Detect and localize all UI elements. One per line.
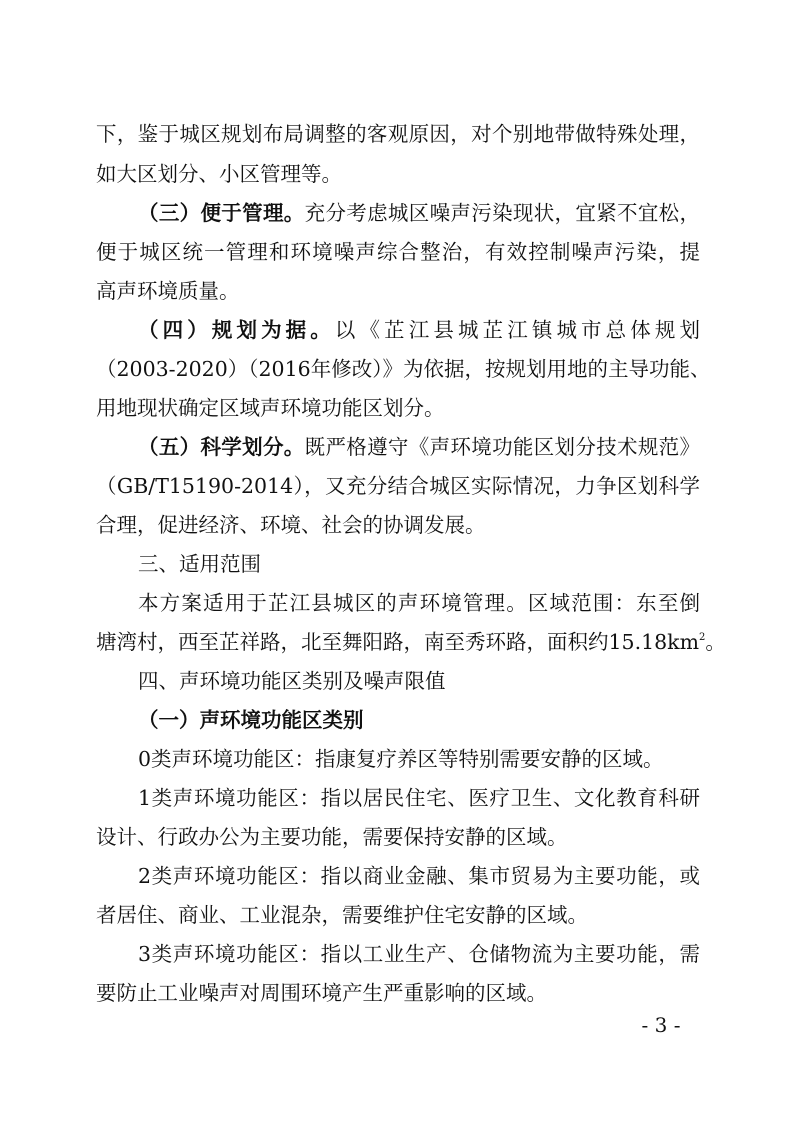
paragraph-line: 合理，促进经济、环境、社会的协调发展。	[96, 513, 486, 537]
paragraph-line: 高声环境质量。	[96, 279, 240, 303]
paragraph-text: 以《芷江县城芷江镇城市总体规划	[334, 318, 701, 342]
paragraph-line: 1类声环境功能区：指以居民住宅、医疗卫生、文化教育科研	[138, 786, 700, 810]
section-heading: 三、适用范围	[138, 552, 261, 576]
paragraph-line	[138, 433, 700, 461]
paragraph-line: （2003-2020）（2016年修改）》为依据，按规划用地的主导功能、	[96, 357, 711, 381]
paragraph-line: 用地现状确定区域声环境功能区划分。	[96, 396, 445, 420]
paragraph-text: 塘湾村，西至芷祥路，北至舞阳路，南至秀环路，面积约15.18km	[96, 630, 700, 654]
paragraph-line	[138, 316, 700, 344]
section-heading: 四、声环境功能区类别及噪声限值	[138, 669, 446, 693]
page-number: - 3 -	[641, 1013, 681, 1037]
paragraph-line: 2类声环境功能区：指以商业金融、集市贸易为主要功能，或	[138, 864, 700, 888]
paragraph-line: 如大区划分、小区管理等。	[96, 162, 342, 186]
paragraph-title: （三）便于管理。	[138, 201, 305, 225]
paragraph-text: 既严格遵守《声环境功能区划分技术规范》	[304, 435, 701, 459]
paragraph-line: 本方案适用于芷江县城区的声环境管理。区域范围：东至倒	[138, 591, 700, 615]
paragraph-line: 设计、行政办公为主要功能，需要保持安静的区域。	[96, 825, 568, 849]
paragraph-line: 者居住、商业、工业混杂，需要维护住宅安静的区域。	[96, 903, 588, 927]
paragraph-line: 要防止工业噪声对周围环境产生严重影响的区域。	[96, 981, 547, 1005]
subsection-heading: （一）声环境功能区类别	[138, 708, 364, 732]
paragraph-line: 0类声环境功能区：指康复疗养区等特别需要安静的区域。	[138, 747, 664, 771]
paragraph-line	[96, 628, 726, 656]
paragraph-line	[138, 199, 700, 227]
paragraph-line: 3类声环境功能区：指以工业生产、仓储物流为主要功能，需	[138, 942, 700, 966]
paragraph-line: （GB/T15190-2014），又充分结合城区实际情况，力争区划科学	[96, 474, 700, 498]
paragraph-title: （四）规划为据。	[138, 318, 335, 342]
paragraph-text: 。	[705, 630, 726, 654]
paragraph-text: 充分考虑城区噪声污染现状，宜紧不宜松，	[304, 201, 701, 225]
paragraph-title: （五）科学划分。	[138, 435, 305, 459]
superscript: 2	[699, 632, 706, 643]
paragraph-line: 下，鉴于城区规划布局调整的客观原因，对个别地带做特殊处理，	[96, 122, 700, 146]
paragraph-line: 便于城区统一管理和环境噪声综合整治，有效控制噪声污染，提	[96, 240, 700, 264]
